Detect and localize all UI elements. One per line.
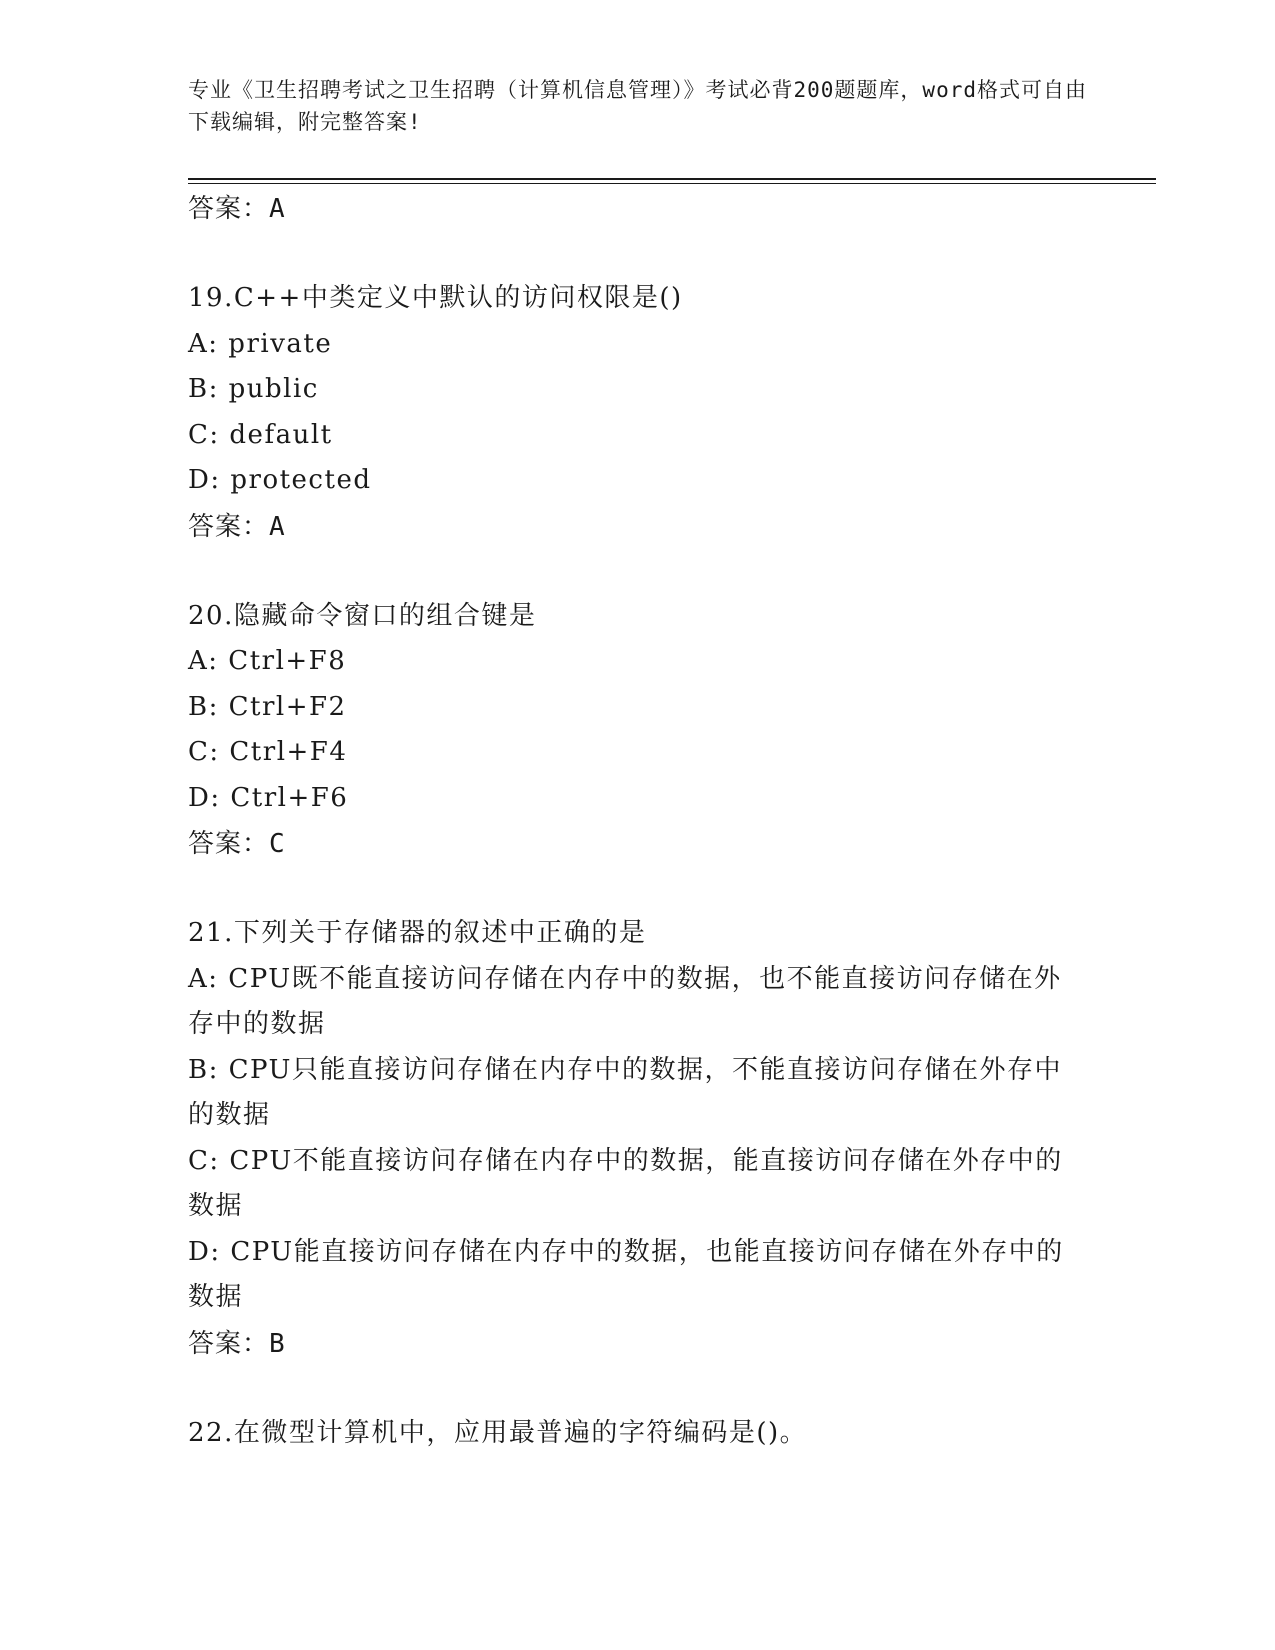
document-header: 专业《卫生招聘考试之卫生招聘（计算机信息管理）》考试必背200题题库，word格式可自由下载编辑，附完整答案! xyxy=(188,78,1087,134)
option-d: D: protected xyxy=(188,465,372,495)
option-d: D: CPU能直接访问存储在内存中的数据，也能直接访问存储在外存中的数据 xyxy=(188,1236,1064,1312)
question-19 xyxy=(188,276,1068,550)
answer-line: 答案：A xyxy=(188,511,286,542)
header-rule-thin xyxy=(188,183,1156,184)
question-title: 22.在微型计算机中，应用最普遍的字符编码是()。 xyxy=(188,1417,808,1448)
question-title: 20.隐藏命令窗口的组合键是 xyxy=(188,600,537,631)
header-rule-thick xyxy=(188,178,1156,180)
question-title: 21.下列关于存储器的叙述中正确的是 xyxy=(188,918,647,948)
option-b: B: Ctrl+F2 xyxy=(188,691,347,722)
option-a: A: private xyxy=(188,328,333,359)
option-b: B: public xyxy=(188,374,319,404)
question-list xyxy=(188,186,1068,1456)
option-c: C: default xyxy=(188,419,333,450)
option-a: A: CPU既不能直接访问存储在内存中的数据，也不能直接访问存储在外存中的数据 xyxy=(188,963,1062,1039)
option-c: C: Ctrl+F4 xyxy=(188,737,348,767)
question-21 xyxy=(188,911,1068,1367)
question-title: 19.C++中类定义中默认的访问权限是() xyxy=(188,283,683,313)
question-22 xyxy=(188,1411,1068,1457)
option-c: C: CPU不能直接访问存储在内存中的数据，能直接访问存储在外存中的数据 xyxy=(188,1145,1063,1221)
option-d: D: Ctrl+F6 xyxy=(188,782,349,813)
question-20 xyxy=(188,594,1068,868)
option-b: B: CPU只能直接访问存储在内存中的数据，不能直接访问存储在外存中的数据 xyxy=(188,1054,1062,1130)
answer-line: 答案：A xyxy=(188,194,286,224)
answer-line: 答案：C xyxy=(188,829,286,859)
option-a: A: Ctrl+F8 xyxy=(188,646,347,676)
answer-line: 答案：B xyxy=(188,1328,286,1359)
